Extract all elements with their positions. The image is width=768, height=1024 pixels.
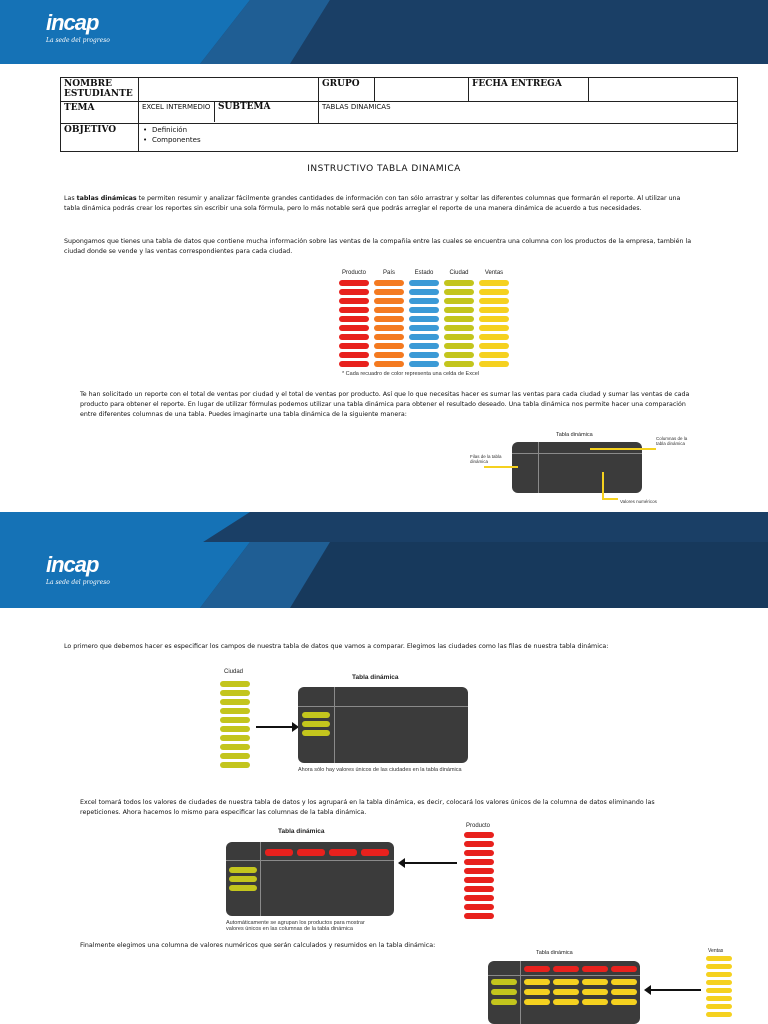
data-cell [479,298,509,304]
pivot-title: Tabla dinámica [556,432,593,438]
data-cell [374,280,404,286]
paragraph-intro: Las tablas dinámicas te permiten resumir y analizar fácilmente grandes cantidades de información con tan sólo arrastrar y soltar las diferentes columnas que formarán el reporte. Al utilizar una tabla dinámica podrás crear los reportes sin escribir una sola fórmula, pero lo más notable será que podrás arreglar el reporte de una manera dinámica de acuerdo a tus necesidades. [64,195,681,212]
objetivos-list [142,125,734,145]
ventas-pill [553,979,579,985]
data-cell [374,298,404,304]
pivot-title: Tabla dinámica [536,950,573,956]
ventas-cell [706,988,732,993]
data-cell [444,289,474,295]
ciudad-cell [220,753,250,759]
producto-pill [361,849,389,856]
values-pointer [602,498,618,500]
rows-pointer [484,466,518,468]
ventas-pill [491,999,517,1005]
document-title: INSTRUCTIVO TABLA DINAMICA [307,164,461,174]
data-cell [444,280,474,286]
producto-cell [464,841,494,847]
pivot-divider [260,842,261,916]
ciudad-cell [220,762,250,768]
ventas-pill [582,979,608,985]
data-cell [409,316,439,322]
column-header: Ventas [484,270,504,276]
pivot-divider [512,453,642,454]
pivot-divider [538,442,539,493]
data-cell [374,307,404,313]
field-label: Ventas [708,948,724,954]
pivot-divider [334,687,335,763]
rows-figure [218,667,478,777]
data-cell [339,316,369,322]
ventas-pill [491,979,517,985]
ciudad-cell [220,744,250,750]
ventas-pill [524,979,550,985]
data-cell [409,280,439,286]
ventas-pill [553,989,579,995]
ventas-cell [706,956,732,961]
figure-caption: Ahora sólo hay valores únicos de las ciudades en la tabla dinámica [298,767,462,773]
data-cell [339,280,369,286]
data-cell [444,343,474,349]
grupo-label-cell: GRUPO [319,78,375,102]
column-header: Producto [341,270,366,276]
data-cell [479,307,509,313]
pivot-table-shape [488,961,640,1024]
data-cell [339,289,369,295]
pivot-divider [488,975,640,976]
nombre-input-cell[interactable] [139,78,319,102]
arrow [405,862,457,864]
producto-pill [553,966,579,972]
producto-cell [464,859,494,865]
producto-cell [464,868,494,874]
objetivo-value-cell [139,124,738,152]
columns-pointer [590,448,656,450]
ventas-cell [706,1012,732,1017]
figure-caption: Automáticamente se agrupan los productos para mostrar valores únicos en las columnas de la tabla dinámica [226,920,365,932]
paragraph-step-rows: Lo primero que debemos hacer es especificar los campos de nuestra tabla de datos que vamos a comparar. Elegimos las ciudades como las filas de nuestra tabla dinámica: [64,643,609,650]
data-cell [479,334,509,340]
ciudad-cell [220,708,250,714]
ciudad-cell [220,717,250,723]
data-cell [479,361,509,367]
ventas-cell [706,1004,732,1009]
columns-figure [224,822,504,942]
producto-pill [524,966,550,972]
logo-tagline: La sede del progreso [46,37,110,44]
pivot-schematic-figure [466,428,696,508]
paragraph-step-columns: Excel tomará todos los valores de ciudades de nuestra tabla de datos y los agrupará en la tabla dinámica, es decir, colocará los valores únicos de la columna de datos eliminando las repeticiones. Ahora hacemos lo mismo para especificar las columnas de la tabla dinámica. [80,799,655,816]
data-cell [409,325,439,331]
data-cell [409,307,439,313]
student-info-table [60,77,738,152]
field-label: Ciudad [224,669,244,675]
data-cell [479,352,509,358]
ventas-pill [582,999,608,1005]
data-cell [444,298,474,304]
ventas-pill [611,979,637,985]
ventas-cell [706,996,732,1001]
data-cell [444,334,474,340]
data-cell [444,325,474,331]
ciudad-cell [220,699,250,705]
ciudad-pill [229,885,257,891]
data-cell [374,316,404,322]
pivot-divider [298,706,468,707]
data-cell [374,334,404,340]
data-cell [444,316,474,322]
arrow-head-icon [644,985,651,995]
data-cell [339,352,369,358]
paragraph-example: Supongamos que tienes una tabla de datos que contiene mucha información sobre las ventas de la compañía entre las cuales se encuentra una columna con los productos de la empresa, también la ciudad donde se vende y las ventas correspondientes para cada ciudad. [64,238,692,255]
producto-cell [464,913,494,919]
ciudad-pill [302,712,330,718]
data-cell [339,298,369,304]
ciudad-pill [302,721,330,727]
data-cell [479,325,509,331]
pivot-title: Tabla dinámica [352,674,399,681]
producto-cell [464,886,494,892]
column-header: Ciudad [449,270,469,276]
ciudad-cell [220,726,250,732]
producto-cell [464,850,494,856]
incap-logo [46,552,110,586]
ciudad-pill [229,876,257,882]
nombre-label-cell: NOMBRE ESTUDIANTE [61,78,139,102]
fecha-label-cell: FECHA ENTREGA [469,78,589,102]
data-cell [409,298,439,304]
data-cell [339,343,369,349]
pivot-divider [226,860,394,861]
data-cell [444,352,474,358]
data-cell [339,361,369,367]
logo-text: incap [46,10,99,35]
incap-logo [46,10,110,44]
data-cell [444,361,474,367]
ciudad-cell [220,735,250,741]
ciudad-cell [220,681,250,687]
logo-tagline: La sede del progreso [46,579,110,586]
data-cell [374,289,404,295]
producto-pill [329,849,357,856]
grupo-input-cell[interactable] [375,78,469,102]
logo-text: incap [46,552,99,577]
field-label: Producto [466,823,491,829]
label-columns: Columnas de la tabla dinámica [656,436,688,446]
producto-cell [464,832,494,838]
column-header: País [382,270,395,276]
arrow [651,989,701,991]
pivot-divider [520,961,521,1024]
values-figure [486,948,736,1024]
data-cell [479,280,509,286]
values-pointer [602,472,604,498]
ventas-pill [611,989,637,995]
data-cell [409,343,439,349]
data-cell [374,352,404,358]
ciudad-cell [220,690,250,696]
data-cell [479,343,509,349]
tema-label-cell: TEMA [61,102,139,124]
ventas-pill [524,999,550,1005]
fecha-input-cell[interactable] [589,78,738,102]
arrow-head-icon [398,858,405,868]
data-cell [479,289,509,295]
bold-term: tablas dinámicas [76,195,137,202]
data-cell [409,361,439,367]
page-separator-band [0,512,768,544]
producto-pill [582,966,608,972]
banner-background [0,542,768,608]
data-cell [479,316,509,322]
ventas-cell [706,964,732,969]
header-banner [0,542,768,608]
data-cell [409,334,439,340]
arrow [256,726,292,728]
ventas-cell [706,972,732,977]
paragraph-report: Te han solicitado un reporte con el total de ventas por ciudad y el total de ventas por producto. Así que lo que necesitas hacer es sumar las ventas para cada ciudad y sumar las ventas de cada producto para obtener el reporte. En lugar de utilizar fórmulas podemos utilizar una tabla dinámica para obtener el resultado deseado. Una tabla dinámica nos permite hacer una comparación entre diferentes columnas de una tabla. Puedes imaginarte una tabla dinámica de la siguiente manera: [80,391,690,418]
producto-pill [297,849,325,856]
tema-value: EXCEL INTERMEDIO [142,103,211,111]
objetivo-item: • Componentes [142,135,734,145]
subtema-value-cell: TABLAS DINAMICAS [319,102,738,124]
ventas-pill [553,999,579,1005]
data-cell [444,307,474,313]
figure-caption: * Cada recuadro de color representa una celda de Excel [342,371,479,377]
label-values: Valores numéricos [620,499,657,504]
data-cell [339,325,369,331]
producto-cell [464,877,494,883]
document-page-2 [0,512,768,1024]
ventas-pill [582,989,608,995]
data-cell [409,289,439,295]
ciudad-pill [302,730,330,736]
data-cell [374,361,404,367]
ventas-pill [611,999,637,1005]
producto-pill [611,966,637,972]
label-rows: Filas de la tabla dinámica [470,454,502,464]
data-cell [339,334,369,340]
ventas-cell [706,980,732,985]
header-banner [0,0,768,64]
pivot-table-shape [298,687,468,763]
pivot-table-shape [226,842,394,916]
objetivo-label-cell: OBJETIVO [61,124,139,152]
banner-background [0,0,768,64]
data-cell [374,325,404,331]
ciudad-pill [229,867,257,873]
producto-cell [464,904,494,910]
data-cell [339,307,369,313]
ventas-pill [524,989,550,995]
objetivo-item: • Definición [142,125,734,135]
data-columns-figure [338,270,510,380]
data-cell [409,352,439,358]
paragraph-step-values: Finalmente elegimos una columna de valores numéricos que serán calculados y resumidos en la tabla dinámica: [80,942,436,949]
tema-value-cell [139,102,319,124]
producto-cell [464,895,494,901]
pivot-title: Tabla dinámica [278,828,325,835]
subtema-label: SUBTEMA [214,102,270,122]
ventas-pill [491,989,517,995]
column-header: Estado [414,270,434,276]
producto-pill [265,849,293,856]
data-cell [374,343,404,349]
